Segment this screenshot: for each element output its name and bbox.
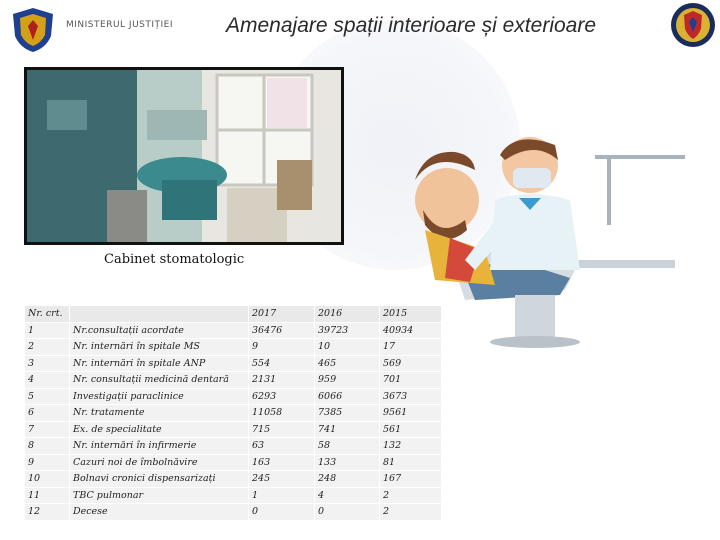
value-2017: 0 [249,504,315,521]
value-2015: 81 [380,454,442,471]
value-2017: 1 [249,487,315,504]
value-2017: 6293 [249,388,315,405]
row-number: 11 [25,487,70,504]
table-row [25,504,442,521]
ministry-name: MINISTERUL JUSTIȚIEI [66,20,174,30]
row-number: 2 [25,339,70,356]
value-2016: 7385 [315,405,380,422]
government-coat-of-arms-icon [8,6,58,54]
indicator-label: Nr.consultații acordate [70,322,249,339]
value-2015: 2 [380,487,442,504]
table-row [25,421,442,438]
value-2017: 554 [249,355,315,372]
value-2015: 2 [380,504,442,521]
row-number: 6 [25,405,70,422]
medical-statistics-table [24,305,442,521]
header-year-2016: 2016 [315,306,380,323]
value-2015: 569 [380,355,442,372]
row-number: 3 [25,355,70,372]
dentist-patient-illustration [395,110,715,350]
header-nr-crt: Nr. crt. [25,306,70,323]
table-row [25,355,442,372]
row-number: 1 [25,322,70,339]
anp-emblem-icon [670,2,716,48]
value-2017: 245 [249,471,315,488]
value-2016: 4 [315,487,380,504]
header-year-2015: 2015 [380,306,442,323]
table-row [25,405,442,422]
indicator-label: Nr. internări în infirmerie [70,438,249,455]
value-2016: 10 [315,339,380,356]
value-2015: 167 [380,471,442,488]
indicator-label: Nr. tratamente [70,405,249,422]
table-row [25,339,442,356]
table-row [25,454,442,471]
value-2016: 0 [315,504,380,521]
indicator-label: Nr. internări în spitale MS [70,339,249,356]
table-row [25,487,442,504]
table-row [25,372,442,389]
value-2015: 3673 [380,388,442,405]
page-title: Amenajare spații interioare și exterioare [226,14,597,37]
indicator-label: Bolnavi cronici dispensarizați [70,471,249,488]
indicator-label: Decese [70,504,249,521]
value-2015: 561 [380,421,442,438]
indicator-label: Nr. internări în spitale ANP [70,355,249,372]
value-2016: 959 [315,372,380,389]
table-row [25,322,442,339]
table-header-row [25,306,442,323]
value-2017: 11058 [249,405,315,422]
value-2017: 163 [249,454,315,471]
value-2016: 133 [315,454,380,471]
indicator-label: Ex. de specialitate [70,421,249,438]
row-number: 4 [25,372,70,389]
value-2015: 9561 [380,405,442,422]
row-number: 9 [25,454,70,471]
value-2016: 6066 [315,388,380,405]
row-number: 8 [25,438,70,455]
indicator-label: Cazuri noi de îmbolnăvire [70,454,249,471]
row-number: 7 [25,421,70,438]
indicator-label: TBC pulmonar [70,487,249,504]
table-row [25,388,442,405]
dental-office-photo [24,67,344,245]
value-2016: 58 [315,438,380,455]
value-2015: 17 [380,339,442,356]
value-2017: 2131 [249,372,315,389]
indicator-label: Nr. consultații medicină dentară [70,372,249,389]
table-row [25,471,442,488]
value-2015: 132 [380,438,442,455]
row-number: 10 [25,471,70,488]
header-year-2017: 2017 [249,306,315,323]
value-2016: 741 [315,421,380,438]
value-2015: 701 [380,372,442,389]
header-indicator [70,306,249,323]
row-number: 5 [25,388,70,405]
value-2017: 9 [249,339,315,356]
indicator-label: Investigații paraclinice [70,388,249,405]
value-2016: 39723 [315,322,380,339]
row-number: 12 [25,504,70,521]
value-2016: 248 [315,471,380,488]
photo-caption: Cabinet stomatologic [104,252,245,267]
value-2016: 465 [315,355,380,372]
table-row [25,438,442,455]
value-2017: 63 [249,438,315,455]
value-2015: 40934 [380,322,442,339]
value-2017: 36476 [249,322,315,339]
value-2017: 715 [249,421,315,438]
